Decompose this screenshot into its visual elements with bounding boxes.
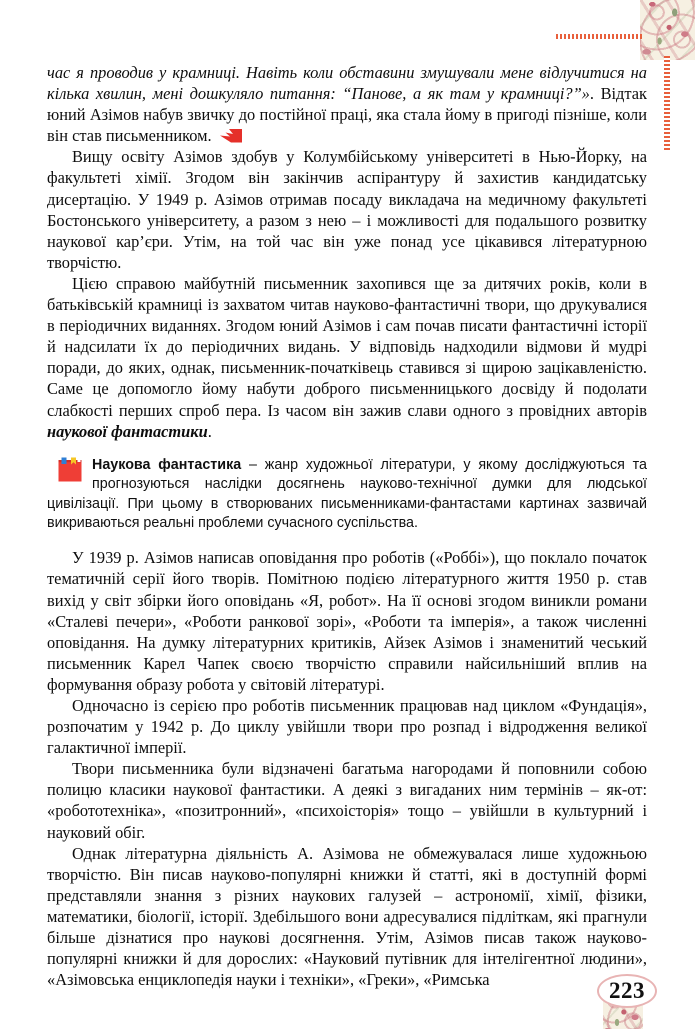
dashed-rule-vertical bbox=[664, 56, 670, 152]
definition-callout bbox=[47, 456, 647, 534]
paragraph-5: Одночасно із серією про роботів письменник працював над циклом «Фундація», розпочатим у 1942 р. До циклу увійшли твори про розпад і відродження великої галактичної імперії. bbox=[47, 695, 647, 758]
paragraph-1-rest: . Відтак юний Азімов набув звичку до постійної праці, яка стала йому в пригоді пізніше, коли він став письменником. bbox=[47, 84, 648, 146]
callout-text bbox=[47, 456, 647, 534]
page-content bbox=[47, 62, 647, 990]
paragraph-7: Однак літературна діяльність А. Азімова не обмежувалася лише художньою творчістю. Він писав науково-популярні книжки й статті, які в доступній формі представляли знання з різних наукових галузей – астрономії, хімії, фізики, математики, біології, історії. Здебільшого вони адресувалися підліткам, які прагнули більше дізнатися про наукові досягнення. Утім, Азімов писав також науково-популярні книжки й для дорослих: «Науковий путівник для інтелігентної людини», «Азімовська енциклопедія науки і техніки», «Греки», «Римська bbox=[47, 843, 647, 990]
paragraph-3 bbox=[47, 273, 647, 442]
page-number: 223 bbox=[597, 974, 657, 1008]
highlighted-term: наукової фантастики bbox=[47, 421, 208, 441]
paragraph-continuation bbox=[47, 62, 647, 146]
paragraph-3-end: . bbox=[207, 421, 212, 441]
floral-ornament-top-right bbox=[640, 0, 695, 60]
red-lightning-arrow-icon bbox=[219, 127, 243, 142]
paragraph-4: У 1939 р. Азімов написав оповідання про роботів («Роббі»), що поклало початок тематичній серії його творів. Помітною подією літературного життя 1950 р. став вихід у світ збірки його оповідань «Я, робот». На її основі згодом виникли романи «Сталеві печери», «Роботи ранкової зорі», «Роботи та імперія», а також численні оповідання. На думку літературних критиків, Айзек Азімов і знаменитий чеський письменник Карел Чапек своєю творчістю справили найсильніший вплив на формування образу робота у світовій літературі. bbox=[47, 548, 647, 694]
callout-definition: – жанр художньої літератури, у якому досліджуються та прогнозуються наслідки досягнень науково-технічної думки для людської цивілізації. При цьому в створюваних письменниками-фантастами картинах зазвичай викриваються реальні проблеми сучасного суспільства. bbox=[47, 456, 647, 531]
callout-term: Наукова фантастика bbox=[92, 456, 242, 473]
paragraph-2: Вищу освіту Азімов здобув у Колумбійському університеті в Нью-Йорку, на факультеті хімії. Згодом він закінчив аспірантуру й захистив кандидатську дисертацію. У 1949 р. Азімов отримав посаду викладача на медичному факультеті Бостонського університету, а разом з нею – і можливості для подальшого розвитку наукової кар’єри. Утім, на той час він уже понад усе цікавився літературною творчістю. bbox=[47, 147, 647, 272]
paragraph-6: Твори письменника були відзначені багатьма нагородами й поповнили собою полицю класики наукової фантастики. А деякі з вигаданих ним термінів – як-от: «робототехніка», «позитронний», «психоісторія» тощо – увійшли в культурний і науковий обіг. bbox=[47, 759, 647, 842]
book-bookmarks-icon bbox=[57, 457, 83, 483]
dashed-rule-horizontal bbox=[556, 34, 642, 39]
paragraph-3-start: Цією справою майбутній письменник захопився ще за дитячих років, коли в батьківській крамниці із захватом читав науково-фантастичні твори, що друкувалися в періодичних виданнях. Згодом юний Азімов і сам почав писати фантастичні історії й надсилати їх до періодичних видань. У відповідь надходили відмови й мудрі поради, до яких, однак, письменник-початківець ставився зі щирою зацікавленістю. Саме це допомогло йому набути доброго письменницького досвіду й подолати слабкості перших спроб пера. Із часом він зажив слави одного з провідних авторів bbox=[47, 273, 647, 420]
quoted-italic-text: час я проводив у крамниці. Навіть коли обставини змушували мене відлучитися на кілька хвилин, мені дошкуляло питання: “Панове, а як там у крамниці?”» bbox=[47, 63, 647, 104]
